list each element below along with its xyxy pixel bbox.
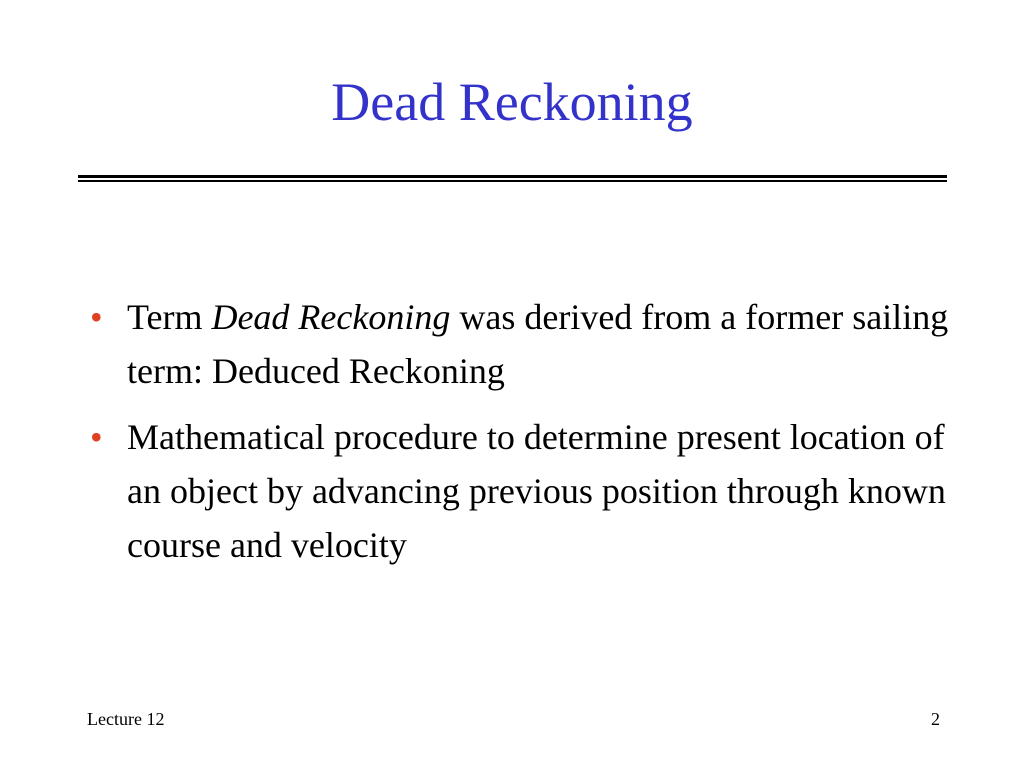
bullet-text-prefix: Term: [127, 297, 212, 337]
bullet-text: Mathematical procedure to determine present location of an object by advancing previous position through known course and velocity: [127, 417, 946, 565]
footer-lecture-label: Lecture 12: [87, 709, 165, 729]
page-number: 2: [931, 709, 940, 729]
bullet-marker: •: [90, 297, 103, 337]
bullet-marker: •: [90, 417, 103, 457]
slide-title: Dead Reckoning: [331, 72, 693, 132]
title-divider-top: [78, 175, 947, 178]
bullet-item: [90, 290, 970, 398]
bullet-list: [90, 290, 970, 584]
bullet-item: [90, 410, 970, 572]
title-divider-bottom: [78, 180, 947, 182]
bullet-text-suffix: was derived from a former sailing term: Deduced Reckoning: [127, 297, 949, 391]
bullet-text-emphasis: Dead Reckoning: [211, 297, 451, 337]
